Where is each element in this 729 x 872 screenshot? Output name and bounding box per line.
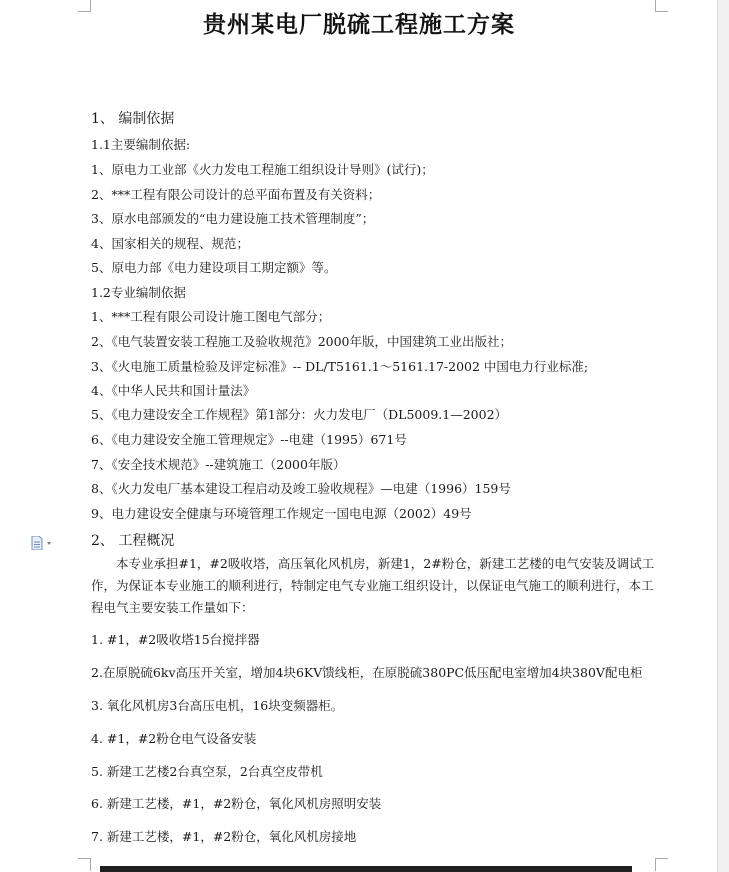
list-item: 2.在原脱硫6kv高压开关室，增加4块6KV馈线柜，在原脱硫380PC低压配电室增加4块380V配电柜 xyxy=(91,665,643,680)
subsection-1-2: 1.2专业编制依据 xyxy=(91,285,186,300)
section2-paragraph: 本专业承担#1，#2吸收塔，高压氧化风机房，新建1，2#粉仓，新建工艺楼的电气安装及调试工作，为保证本专业施工的顺利进行，特制定电气专业施工组织设计，以保证电气施工的顺利进行，本工程电气主要安装工作量如下： xyxy=(91,556,655,615)
list-item: 8、《火力发电厂基本建设工程启动及竣工验收规程》—电建（1996）159号 xyxy=(91,481,511,496)
list-item: 6. 新建工艺楼，#1，#2粉仓，氧化风机房照明安装 xyxy=(91,796,382,811)
margin-corner-bottom-right xyxy=(655,858,668,871)
list-item: 6、《电力建设安全施工管理规定》--电建（1995）671号 xyxy=(91,432,407,447)
list-item: 1. #1，#2吸收塔15台搅拌器 xyxy=(91,632,260,647)
list-item: 1、***工程有限公司设计施工图电气部分； xyxy=(91,309,331,324)
document-options-icon[interactable] xyxy=(30,535,56,549)
list-item: 3. 氧化风机房3台高压电机，16块变频器柜。 xyxy=(91,698,344,713)
list-item: 5. 新建工艺楼2台真空泵，2台真空皮带机 xyxy=(91,764,323,779)
list-item: 3、原水电部颁发的“电力建设施工技术管理制度”； xyxy=(91,211,375,226)
list-item: 9、电力建设安全健康与环境管理工作规定一国电电源（2002）49号 xyxy=(91,506,472,521)
list-item: 2、《电气装置安装工程施工及验收规范》2000年版，中国建筑工业出版社； xyxy=(91,334,513,349)
list-item: 4、《中华人民共和国计量法》 xyxy=(91,383,256,398)
list-item: 4. #1，#2粉仓电气设备安装 xyxy=(91,731,257,746)
list-item: 5、原电力部《电力建设项目工期定额》等。 xyxy=(91,260,337,275)
document-title: 贵州某电厂脱硫工程施工方案 xyxy=(203,11,515,38)
margin-corner-bottom-left xyxy=(78,858,91,871)
vertical-scrollbar[interactable] xyxy=(717,0,729,872)
page-bottom-edge xyxy=(100,866,632,872)
list-item: 5、《电力建设安全工作规程》第1部分：火力发电厂（DL5009.1—2002） xyxy=(91,407,508,422)
list-item: 1、原电力工业部《火力发电工程施工组织设计导则》(试行)； xyxy=(91,162,434,177)
list-item: 7、《安全技术规范》--建筑施工（2000年版） xyxy=(91,457,346,472)
list-item: 2、***工程有限公司设计的总平面布置及有关资料； xyxy=(91,187,381,202)
list-item: 4、国家相关的规程、规范； xyxy=(91,236,249,251)
section2-heading: 2、 工程概况 xyxy=(91,533,175,549)
subsection-1-1: 1.1主要编制依据: xyxy=(91,137,191,152)
list-item: 7. 新建工艺楼，#1，#2粉仓，氧化风机房接地 xyxy=(91,829,357,844)
section1-heading: 1、 编制依据 xyxy=(91,111,175,127)
list-item: 3、《火电施工质量检验及评定标准》-- DL/T5161.1～5161.17-2002 中国电力行业标准; xyxy=(91,359,589,374)
